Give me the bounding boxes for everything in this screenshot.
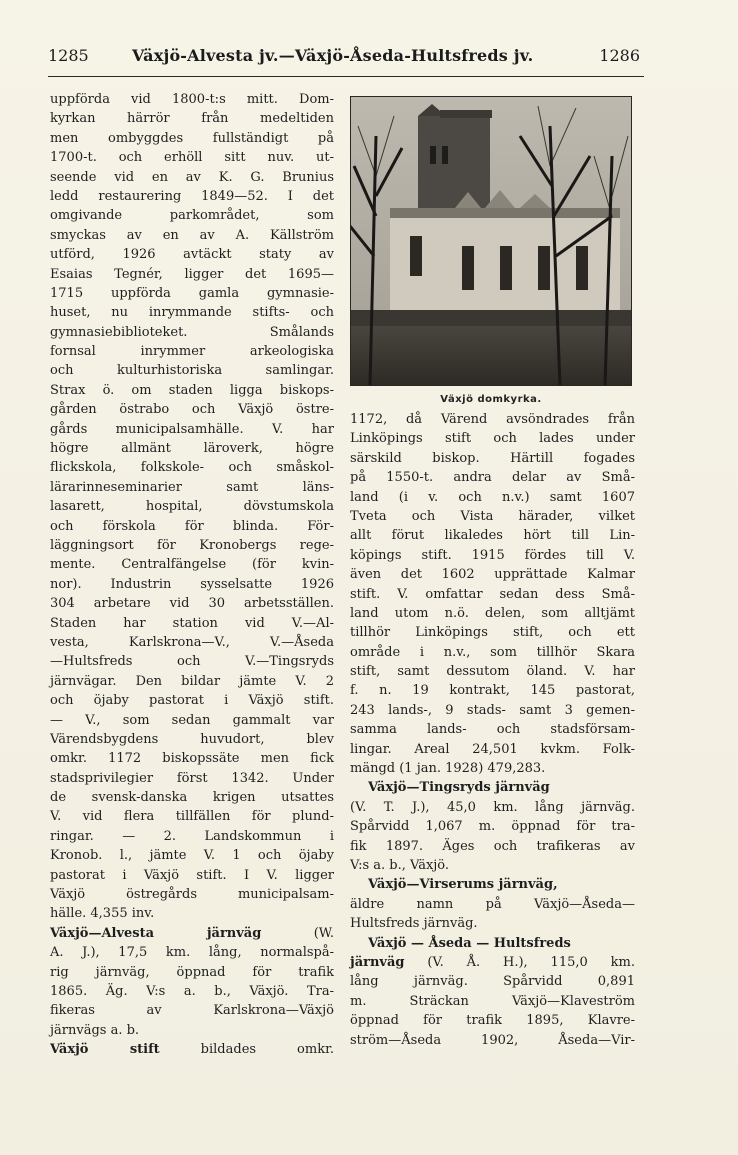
page-number-right: 1286	[599, 46, 640, 65]
text-line: kyrkan härrör från medeltiden	[50, 111, 334, 127]
entry-stift-line	[50, 1040, 334, 1059]
text-line: (V. T. J.), 45,0 km. lång järnväg.	[350, 799, 635, 815]
text-line: gården östrabo och Växjö östre-	[50, 402, 334, 418]
entry-tingsryd-line	[350, 778, 635, 797]
entry-hultsfred-body	[350, 972, 635, 1050]
text-line: hälle. 4,355 inv.	[50, 906, 155, 922]
entry-virserum-line	[350, 875, 635, 894]
text-line: 304 arbetare vid 30 arbetsställen.	[50, 596, 334, 612]
text-line: utförd, 1926 avtäckt staty av	[50, 247, 334, 263]
left-column-body	[50, 90, 334, 924]
text-line: Staden har station vid V.—Al-	[50, 615, 334, 631]
text-line: Kronob. l., jämte V. 1 och öjaby	[50, 848, 334, 864]
cathedral-photo-image	[350, 96, 632, 386]
text-line: Hultsfreds järnväg.	[350, 916, 478, 932]
text-line: men ombyggdes fullständigt på	[50, 130, 334, 146]
photo-caption: Växjö domkyrka.	[440, 394, 542, 405]
text-line: vesta, Karlskrona—V., V.—Åseda	[50, 634, 334, 650]
page-number-left: 1285	[48, 46, 89, 65]
text-line: nor). Industrin sysselsatte 1926	[50, 576, 334, 592]
text-line: Spårvidd 1,067 m. öppnad för tra-	[350, 819, 635, 835]
text-line: smyckas av en av A. Källström	[50, 227, 334, 243]
running-header	[48, 46, 642, 72]
entry-stift-text: bildades omkr.	[159, 1042, 334, 1058]
text-line: fik 1897. Äges och trafikeras av	[350, 838, 635, 854]
text-line: och kulturhistoriska samlingar.	[50, 363, 334, 379]
text-line: område i n.v., som tillhör Skara	[350, 644, 635, 660]
entry-heading-hultsfred: Växjö — Åseda — Hultsfreds	[368, 935, 571, 951]
entry-hultsfred-heading-line	[350, 934, 635, 953]
text-line: fikeras av Karlskrona—Växjö	[50, 1003, 334, 1019]
text-line: ström—Åseda 1902, Åseda—Vir-	[350, 1032, 635, 1048]
text-line: fornsal inrymmer arkeologiska	[50, 344, 334, 360]
text-line: uppförda vid 1800-t:s mitt. Dom-	[50, 92, 334, 107]
text-line: mente. Centralfängelse (för kvin-	[50, 557, 334, 573]
entry-heading-tingsryd: Växjö—Tingsryds järnväg	[368, 780, 550, 796]
text-line: lasarett, hospital, dövstumskola	[50, 499, 334, 515]
right-column	[350, 410, 635, 1050]
text-line: mängd (1 jan. 1928) 479,283.	[350, 761, 546, 777]
right-column-body	[350, 410, 635, 778]
text-line: rig järnväg, öppnad för trafik	[50, 964, 334, 980]
text-line: pastorat i Växjö stift. I V. ligger	[50, 867, 334, 883]
entry-hultsfred-line-2	[350, 953, 635, 972]
text-line: Linköpings stift och lades under	[350, 431, 635, 447]
text-line: stift. V. omfattar sedan dess Små-	[350, 586, 635, 602]
text-line: högre allmänt läroverk, högre	[50, 441, 334, 457]
text-line: även det 1602 upprättade Kalmar	[350, 567, 635, 583]
text-line: 1865. Äg. V:s a. b., Växjö. Tra-	[50, 983, 334, 999]
text-line: 1172, då Värend avsöndrades från	[350, 412, 635, 427]
text-line: allt förut likaledes hört till Lin-	[350, 528, 635, 544]
text-line: gymnasiebiblioteket. Smålands	[50, 324, 334, 340]
text-line: Esaias Tegnér, ligger det 1695—	[50, 266, 334, 282]
text-line: A. J.), 17,5 km. lång, normalspå-	[50, 945, 334, 961]
entry-tingsryd-body	[350, 798, 635, 876]
text-line: och förskola för blinda. För-	[50, 518, 334, 534]
entry-heading-virserum: Växjö—Virserums järnväg,	[368, 877, 558, 893]
text-line: köpings stift. 1915 fördes till V.	[350, 547, 635, 563]
text-line: stift, samt dessutom öland. V. har	[350, 664, 635, 680]
text-line: gårds municipalsamhälle. V. har	[50, 421, 334, 437]
text-line: stadsprivilegier först 1342. Under	[50, 770, 334, 786]
text-line: omkr. 1172 biskopssäte men fick	[50, 751, 334, 767]
text-line: V. vid flera tillfällen för plund-	[50, 809, 334, 825]
entry-alvesta-abbr: (W.	[261, 925, 334, 941]
entry-hultsfred-abbr: (V. Å. H.), 115,0 km.	[404, 954, 635, 970]
header-rule	[48, 76, 644, 77]
text-line: 1700-t. och erhöll sitt nuv. ut-	[50, 150, 334, 166]
text-line: ledd restaurering 1849—52. I det	[50, 188, 334, 204]
text-line: lingar. Areal 24,501 kvkm. Folk-	[350, 741, 635, 757]
text-line: Växjö östregårds municipalsam-	[50, 887, 334, 903]
text-line: järnvägar. Den bildar jämte V. 2	[50, 673, 334, 689]
text-line: de svensk-danska krigen utsattes	[50, 790, 334, 806]
running-title: Växjö-Alvesta jv.—Växjö-Åseda-Hultsfreds jv.	[132, 46, 534, 65]
text-line: Strax ö. om staden ligga biskops-	[50, 382, 334, 398]
text-line: 243 lands-, 9 stads- samt 3 gemen-	[350, 702, 635, 718]
text-line: Värendsbygdens huvudort, blev	[50, 731, 334, 747]
text-line: på 1550-t. andra delar av Små-	[350, 470, 635, 486]
text-line: — V., som sedan gammalt var	[50, 712, 334, 728]
text-line: och öjaby pastorat i Växjö stift.	[50, 693, 334, 709]
text-line: —Hultsfreds och V.—Tingsryds	[50, 654, 334, 670]
text-line: särskild biskop. Härtill fogades	[350, 450, 635, 466]
text-line: omgivande parkområdet, som	[50, 208, 334, 224]
text-line: seende vid en av K. G. Brunius	[50, 169, 334, 185]
cathedral-photo	[350, 96, 632, 386]
text-line: m. Sträckan Växjö—Klaveström	[350, 993, 635, 1009]
text-line: ringar. — 2. Landskommun i	[50, 828, 334, 844]
text-line: järnvägs a. b.	[50, 1022, 140, 1038]
text-line: V:s a. b., Växjö.	[350, 857, 450, 873]
entry-heading-hultsfred-2: järnväg	[350, 954, 405, 970]
entry-heading-alvesta: Växjö—Alvesta järnväg	[50, 925, 262, 941]
text-line: tillhör Linköpings stift, och ett	[350, 625, 635, 641]
entry-alvesta-line	[50, 924, 334, 943]
text-line: f. n. 19 kontrakt, 145 pastorat,	[350, 683, 635, 699]
left-column	[50, 90, 334, 1060]
text-line: land utom n.ö. delen, som alltjämt	[350, 605, 635, 621]
text-line: lång järnväg. Spårvidd 0,891	[350, 974, 635, 990]
entry-alvesta-body	[50, 943, 334, 1040]
entry-virserum-body	[350, 895, 635, 934]
entry-heading-stift: Växjö stift	[50, 1042, 160, 1058]
text-line: Tveta och Vista härader, vilket	[350, 508, 635, 524]
text-line: öppnad för trafik 1895, Klavre-	[350, 1013, 635, 1029]
text-line: huset, nu inrymmande stifts- och	[50, 305, 334, 321]
text-line: flickskola, folkskole- och småskol-	[50, 460, 334, 476]
text-line: land (i v. och n.v.) samt 1607	[350, 489, 635, 505]
text-line: läggningsort för Kronobergs rege-	[50, 537, 334, 553]
text-line: lärarinneseminarier samt läns-	[50, 479, 334, 495]
text-line: äldre namn på Växjö—Åseda—	[350, 896, 635, 912]
text-line: samma lands- och stadsförsam-	[350, 722, 635, 738]
text-line: 1715 uppförda gamla gymnasie-	[50, 285, 334, 301]
